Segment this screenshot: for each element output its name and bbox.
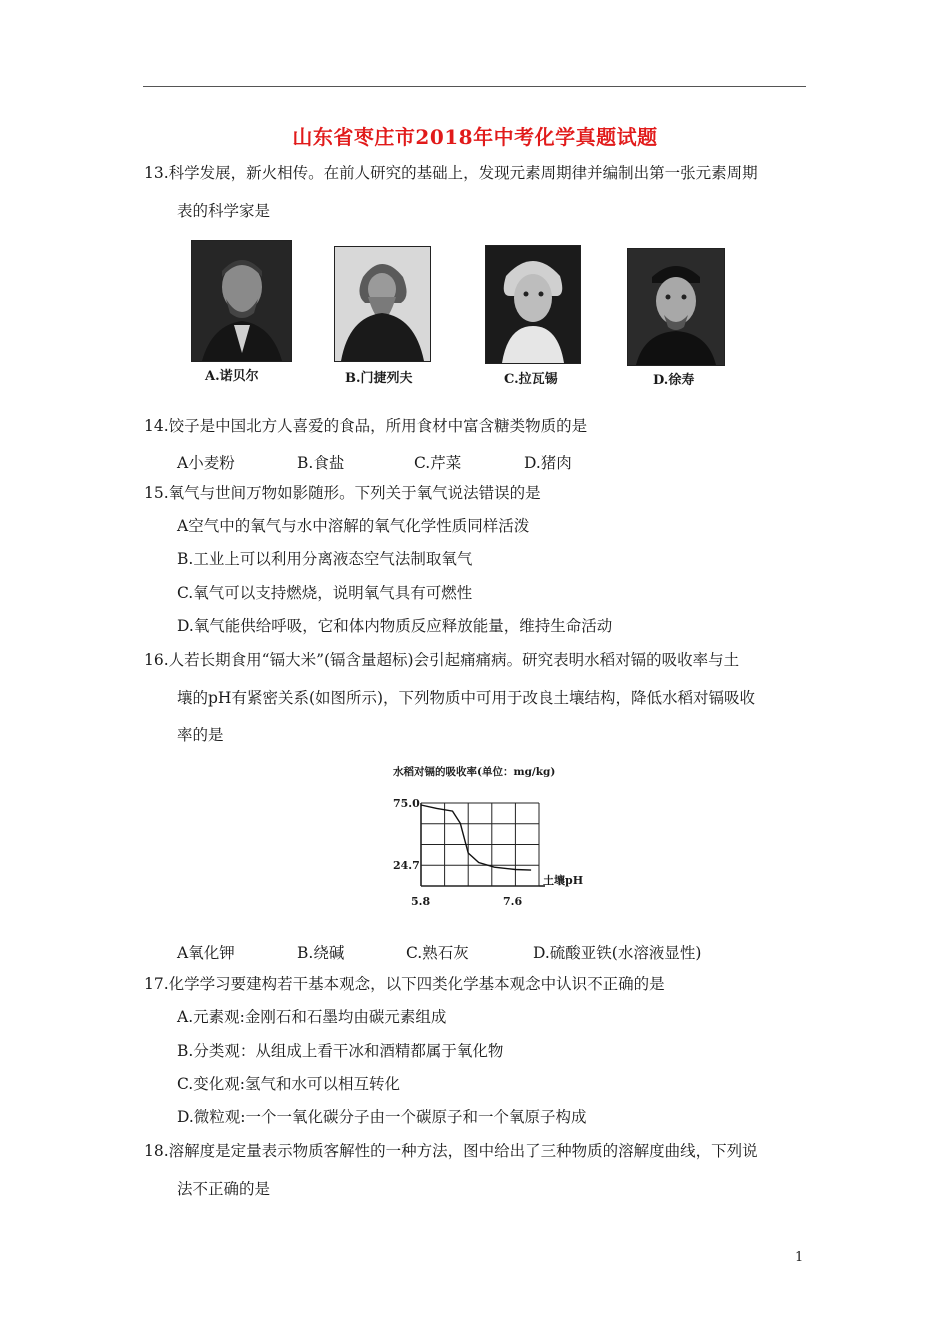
q17-option-b: B.分类观：从组成上看干冰和酒精都属于氧化物 — [177, 1042, 504, 1060]
x-axis-label: 土壤pH — [543, 874, 584, 887]
y-tick-label: 24.7 — [393, 859, 420, 872]
x-tick-label: 7.6 — [503, 895, 523, 908]
q15-option-c: C.氧气可以支持燃烧，说明氧气具有可燃性 — [177, 584, 473, 602]
q16-stem-line3: 率的是 — [177, 726, 224, 744]
q17-option-c: C.变化观:氢气和水可以相互转化 — [177, 1075, 400, 1093]
q14-option-c: C.芹菜 — [414, 454, 462, 472]
caption-d: D.徐寿 — [653, 373, 695, 388]
q15-option-b: B.工业上可以利用分离液态空气法制取氧气 — [177, 550, 473, 568]
x-tick-label: 5.8 — [411, 895, 431, 908]
q16-option-d: D.硫酸亚铁(水溶液显性) — [533, 944, 702, 962]
q15-option-d: D.氧气能供给呼吸，它和体内物质反应释放能量，维持生命活动 — [177, 617, 613, 635]
q18-stem-line2: 法不正确的是 — [177, 1180, 271, 1198]
q13-stem-line2: 表的科学家是 — [177, 202, 271, 220]
q17-option-a: A.元素观:金刚石和石墨均由碳元素组成 — [177, 1008, 447, 1026]
q14-option-b: B.食盐 — [297, 454, 345, 472]
q14-stem: 14.饺子是中国北方人喜爱的食品，所用食材中富含糖类物质的是 — [144, 417, 588, 435]
caption-a: A.诺贝尔 — [205, 369, 259, 384]
q16-option-b: B.绕碱 — [297, 944, 345, 962]
q15-stem: 15.氧气与世间万物如影随形。下列关于氧气说法错误的是 — [144, 484, 541, 502]
q16-stem-line1: 16.人若长期食用“镉大米”(镉含量超标)会引起痛痛病。研究表明水稻对镉的吸收率与土 — [144, 651, 740, 669]
caption-b: B.门捷列夫 — [345, 371, 413, 386]
q13-stem-line1: 13.科学发展，新火相传。在前人研究的基础上，发现元素周期律并编制出第一张元素周期 — [144, 164, 758, 182]
chart-title: 水稻对镉的吸收率(单位：mg/kg) — [393, 766, 556, 778]
q17-option-d: D.微粒观:一个一氧化碳分子由一个碳原子和一个氧原子构成 — [177, 1108, 587, 1126]
q15-option-a: A空气中的氧气与水中溶解的氧气化学性质同样活泼 — [177, 517, 530, 535]
q14-option-a: A小麦粉 — [177, 454, 235, 472]
page-title: 山东省枣庄市2018年中考化学真题试题 — [292, 125, 658, 149]
q16-stem-line2: 壤的pH有紧密关系(如图所示)，下列物质中可用于改良土壤结构，降低水稻对镉吸收 — [177, 689, 756, 707]
q18-stem-line1: 18.溶解度是定量表示物质客解性的一种方法，图中给出了三种物质的溶解度曲线，下列说 — [144, 1142, 758, 1160]
page-number: 1 — [795, 1250, 804, 1265]
y-tick-label: 75.0 — [393, 797, 420, 810]
q17-stem: 17.化学学习要建构若干基本观念，以下四类化学基本观念中认识不正确的是 — [144, 975, 665, 993]
q14-option-d: D.猪肉 — [524, 454, 572, 472]
series-line — [421, 805, 531, 870]
q16-option-a: A氧化钾 — [177, 944, 235, 962]
q16-option-c: C.熟石灰 — [406, 944, 469, 962]
caption-c: C.拉瓦锡 — [504, 372, 558, 387]
